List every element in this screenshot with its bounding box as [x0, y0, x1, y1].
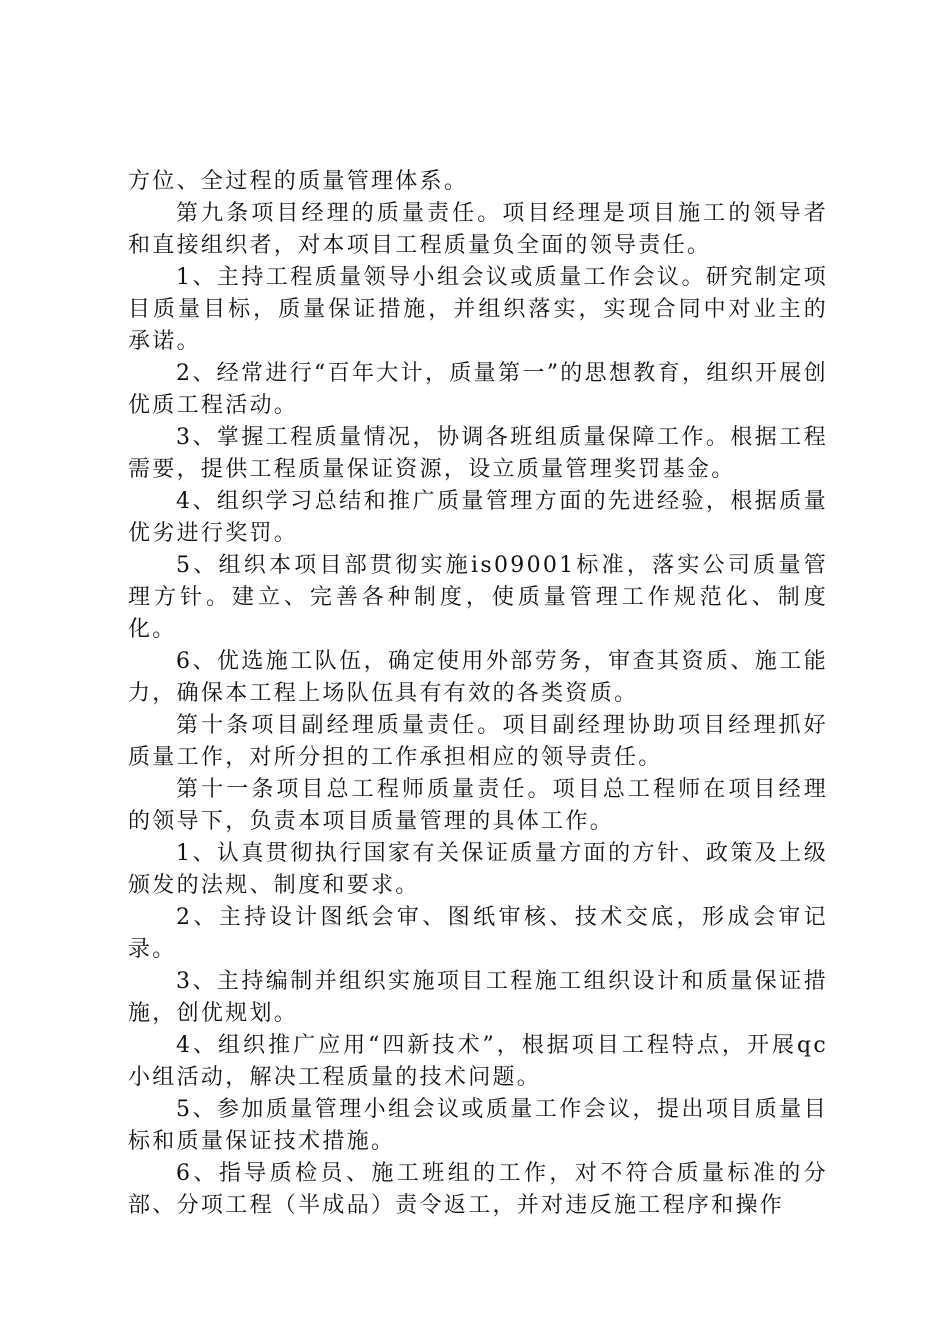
paragraph-14: 5、参加质量管理小组会议或质量工作会议，提出项目质量目标和质量保证技术措施。 — [128, 1097, 828, 1154]
paragraph-9: 第十一条项目总工程师质量责任。项目总工程师在项目经理的领导下，负责本项目质量管理的具体工作。 — [128, 777, 828, 834]
paragraph-12: 3、主持编制并组织实施项目工程施工组织设计和质量保证措施，创优规划。 — [128, 969, 828, 1026]
paragraph-15: 6、指导质检员、施工班组的工作，对不符合质量标准的分部、分项工程（半成品）责令返工，并对违反施工程序和操作 — [128, 1161, 828, 1218]
paragraph-3: 2、经常进行“百年大计，质量第一”的思想教育，组织开展创优质工程活动。 — [128, 361, 828, 418]
paragraph-13: 4、组织推广应用“四新技术”，根据项目工程特点，开展qc小组活动，解决工程质量的技术问题。 — [128, 1033, 828, 1090]
paragraph-5: 4、组织学习总结和推广质量管理方面的先进经验，根据质量优劣进行奖罚。 — [128, 489, 828, 546]
paragraph-8: 第十条项目副经理质量责任。项目副经理协助项目经理抓好质量工作，对所分担的工作承担相应的领导责任。 — [128, 713, 828, 770]
paragraph-4: 3、掌握工程质量情况，协调各班组质量保障工作。根据工程需要，提供工程质量保证资源，设立质量管理奖罚基金。 — [128, 425, 828, 482]
paragraph-7: 6、优选施工队伍，确定使用外部劳务，审查其资质、施工能力，确保本工程上场队伍具有有效的各类资质。 — [128, 649, 828, 706]
document-body — [128, 166, 828, 1222]
paragraph-11: 2、主持设计图纸会审、图纸审核、技术交底，形成会审记录。 — [128, 905, 828, 962]
paragraph-2: 1、主持工程质量领导小组会议或质量工作会议。研究制定项目质量目标，质量保证措施，并组织落实，实现合同中对业主的承诺。 — [128, 265, 828, 354]
paragraph-1: 第九条项目经理的质量责任。项目经理是项目施工的领导者和直接组织者，对本项目工程质量负全面的领导责任。 — [128, 201, 828, 258]
paragraph-0: 方位、全过程的质量管理体系。 — [128, 169, 469, 194]
paragraph-10: 1、认真贯彻执行国家有关保证质量方面的方针、政策及上级颁发的法规、制度和要求。 — [128, 841, 828, 898]
paragraph-6: 5、组织本项目部贯彻实施is09001标准，落实公司质量管理方针。建立、完善各种制度，使质量管理工作规范化、制度化。 — [128, 553, 828, 642]
